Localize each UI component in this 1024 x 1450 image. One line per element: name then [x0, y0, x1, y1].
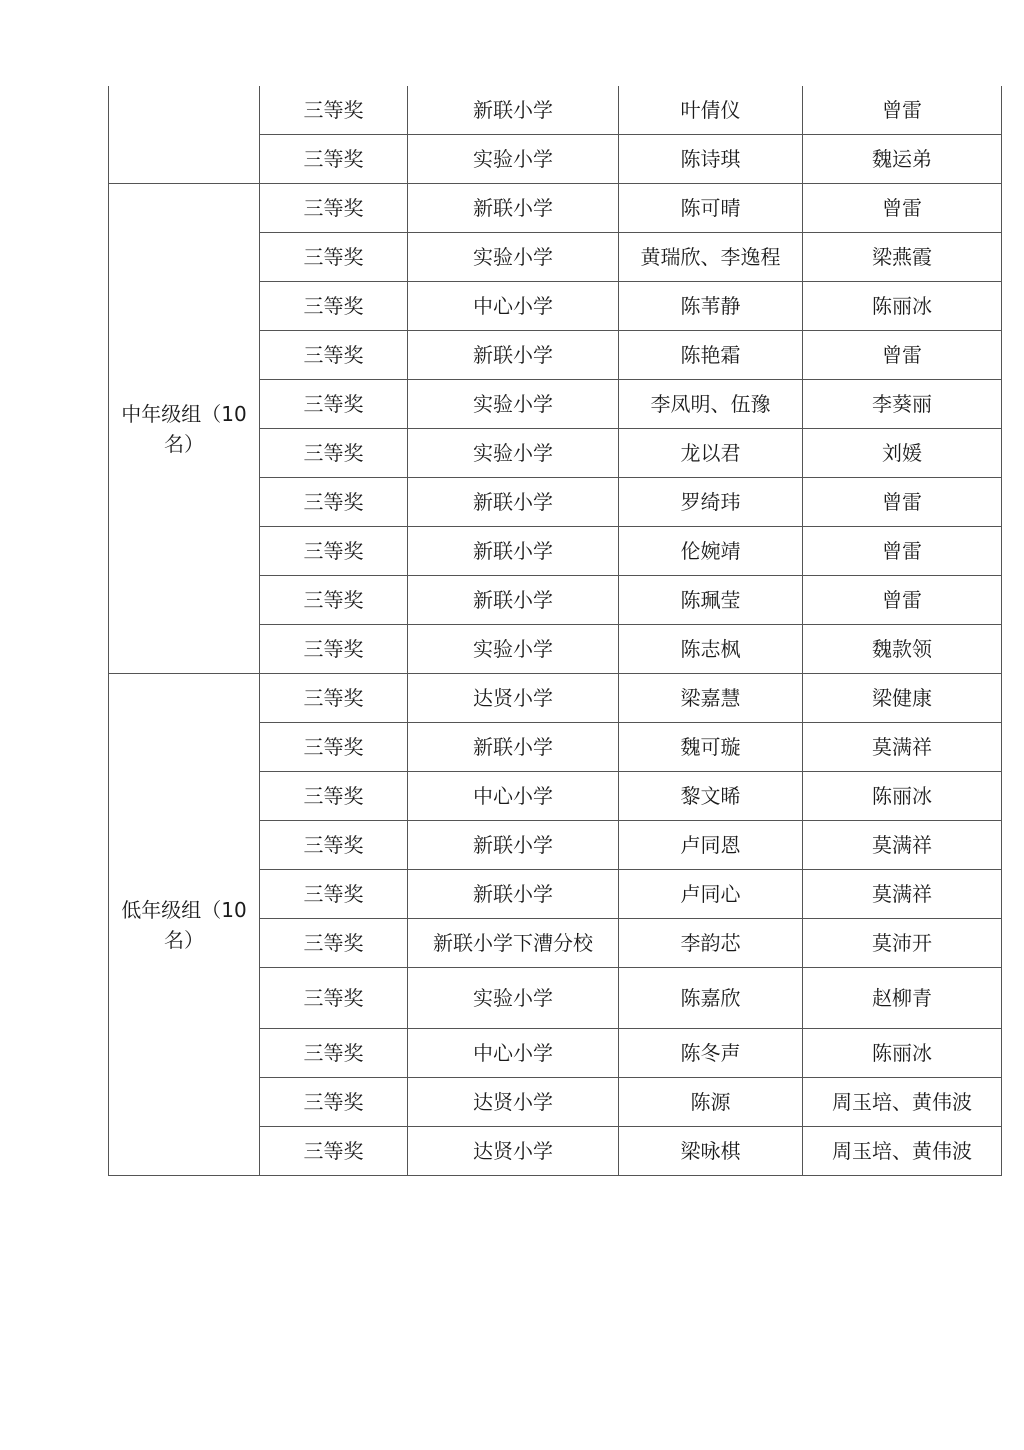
award-cell: 三等奖 — [260, 1078, 408, 1127]
school-cell: 新联小学 — [408, 478, 619, 527]
table-row — [109, 86, 1002, 135]
teacher-cell: 陈丽冰 — [803, 772, 1002, 821]
teacher-cell: 梁燕霞 — [803, 233, 1002, 282]
school-cell: 实验小学 — [408, 625, 619, 674]
teacher-cell: 莫满祥 — [803, 821, 1002, 870]
group-cell-continued — [109, 86, 260, 184]
school-cell: 实验小学 — [408, 380, 619, 429]
award-cell: 三等奖 — [260, 968, 408, 1029]
teacher-cell: 莫沛开 — [803, 919, 1002, 968]
student-cell: 卢同恩 — [619, 821, 803, 870]
award-cell: 三等奖 — [260, 86, 408, 135]
award-cell: 三等奖 — [260, 429, 408, 478]
teacher-cell: 曾雷 — [803, 478, 1002, 527]
award-cell: 三等奖 — [260, 1029, 408, 1078]
award-cell: 三等奖 — [260, 576, 408, 625]
award-cell: 三等奖 — [260, 478, 408, 527]
student-cell: 李韵芯 — [619, 919, 803, 968]
school-cell: 实验小学 — [408, 968, 619, 1029]
student-cell: 陈诗琪 — [619, 135, 803, 184]
school-cell: 达贤小学 — [408, 674, 619, 723]
school-cell: 新联小学 — [408, 527, 619, 576]
award-cell: 三等奖 — [260, 282, 408, 331]
student-cell: 陈志枫 — [619, 625, 803, 674]
student-cell: 陈嘉欣 — [619, 968, 803, 1029]
school-cell: 新联小学 — [408, 821, 619, 870]
school-cell: 中心小学 — [408, 282, 619, 331]
school-cell: 中心小学 — [408, 1029, 619, 1078]
teacher-cell: 魏款领 — [803, 625, 1002, 674]
school-cell: 实验小学 — [408, 233, 619, 282]
school-cell: 实验小学 — [408, 429, 619, 478]
student-cell: 罗绮玮 — [619, 478, 803, 527]
award-cell: 三等奖 — [260, 331, 408, 380]
teacher-cell: 梁健康 — [803, 674, 1002, 723]
student-cell: 黄瑞欣、李逸程 — [619, 233, 803, 282]
school-cell: 新联小学 — [408, 331, 619, 380]
student-cell: 陈珮莹 — [619, 576, 803, 625]
award-cell: 三等奖 — [260, 1127, 408, 1176]
teacher-cell: 曾雷 — [803, 184, 1002, 233]
award-cell: 三等奖 — [260, 184, 408, 233]
teacher-cell: 莫满祥 — [803, 723, 1002, 772]
student-cell: 陈艳霜 — [619, 331, 803, 380]
teacher-cell: 陈丽冰 — [803, 282, 1002, 331]
student-cell: 叶倩仪 — [619, 86, 803, 135]
teacher-cell: 陈丽冰 — [803, 1029, 1002, 1078]
student-cell: 陈可晴 — [619, 184, 803, 233]
student-cell: 陈源 — [619, 1078, 803, 1127]
award-cell: 三等奖 — [260, 870, 408, 919]
school-cell: 实验小学 — [408, 135, 619, 184]
school-cell: 中心小学 — [408, 772, 619, 821]
award-cell: 三等奖 — [260, 625, 408, 674]
student-cell: 梁咏棋 — [619, 1127, 803, 1176]
award-cell: 三等奖 — [260, 723, 408, 772]
teacher-cell: 周玉培、黄伟波 — [803, 1078, 1002, 1127]
student-cell: 魏可璇 — [619, 723, 803, 772]
school-cell: 新联小学 — [408, 576, 619, 625]
award-cell: 三等奖 — [260, 233, 408, 282]
award-cell: 三等奖 — [260, 919, 408, 968]
table-row — [109, 674, 1002, 723]
teacher-cell: 莫满祥 — [803, 870, 1002, 919]
student-cell: 龙以君 — [619, 429, 803, 478]
teacher-cell: 魏运弟 — [803, 135, 1002, 184]
teacher-cell: 赵柳青 — [803, 968, 1002, 1029]
table-row — [109, 184, 1002, 233]
school-cell: 新联小学 — [408, 723, 619, 772]
teacher-cell: 周玉培、黄伟波 — [803, 1127, 1002, 1176]
award-cell: 三等奖 — [260, 772, 408, 821]
school-cell: 达贤小学 — [408, 1127, 619, 1176]
student-cell: 伦婉靖 — [619, 527, 803, 576]
school-cell: 新联小学 — [408, 870, 619, 919]
teacher-cell: 曾雷 — [803, 576, 1002, 625]
award-cell: 三等奖 — [260, 135, 408, 184]
award-cell: 三等奖 — [260, 674, 408, 723]
student-cell: 卢同心 — [619, 870, 803, 919]
school-cell: 新联小学 — [408, 86, 619, 135]
student-cell: 黎文晞 — [619, 772, 803, 821]
teacher-cell: 曾雷 — [803, 86, 1002, 135]
award-cell: 三等奖 — [260, 821, 408, 870]
teacher-cell: 李葵丽 — [803, 380, 1002, 429]
student-cell: 陈苇静 — [619, 282, 803, 331]
school-cell: 达贤小学 — [408, 1078, 619, 1127]
school-cell: 新联小学 — [408, 184, 619, 233]
teacher-cell: 曾雷 — [803, 527, 1002, 576]
award-cell: 三等奖 — [260, 380, 408, 429]
group-label-lower-grade: 低年级组（10名） — [109, 674, 260, 1176]
teacher-cell: 刘媛 — [803, 429, 1002, 478]
student-cell: 李凤明、伍豫 — [619, 380, 803, 429]
student-cell: 梁嘉慧 — [619, 674, 803, 723]
student-cell: 陈冬声 — [619, 1029, 803, 1078]
award-table — [108, 86, 1002, 1176]
award-table-body — [109, 86, 1002, 1176]
teacher-cell: 曾雷 — [803, 331, 1002, 380]
group-label-middle-grade: 中年级组（10名） — [109, 184, 260, 674]
school-cell: 新联小学下漕分校 — [408, 919, 619, 968]
award-cell: 三等奖 — [260, 527, 408, 576]
